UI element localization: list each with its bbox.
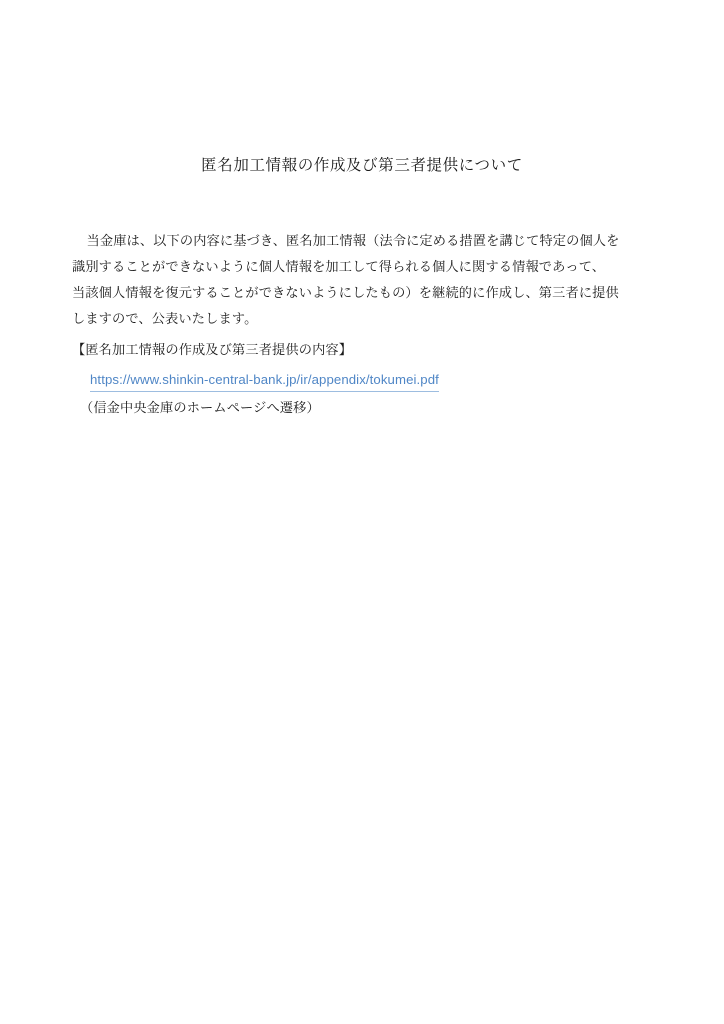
intro-line-4: しますので、公表いたします。	[72, 311, 258, 326]
intro-line-2: 識別することができないように個人情報を加工して得られる個人に関する情報であって、	[72, 259, 606, 274]
content-section	[72, 338, 656, 420]
intro-paragraph	[72, 228, 656, 332]
tokumei-pdf-link[interactable]: https://www.shinkin-central-bank.jp/ir/appendix/tokumei.pdf	[90, 369, 439, 392]
intro-line-3: 当該個人情報を復元することができないようにしたもの）を継続的に作成し、第三者に提供	[72, 285, 619, 300]
section-heading: 【匿名加工情報の作成及び第三者提供の内容】	[72, 342, 353, 357]
link-note: （信金中央金庫のホームページへ遷移）	[80, 400, 320, 415]
page-title: 匿名加工情報の作成及び第三者提供について	[201, 157, 523, 174]
link-container	[72, 362, 656, 392]
intro-line-1: 当金庫は、以下の内容に基づき、匿名加工情報（法令に定める措置を講じて特定の個人を	[86, 233, 620, 248]
